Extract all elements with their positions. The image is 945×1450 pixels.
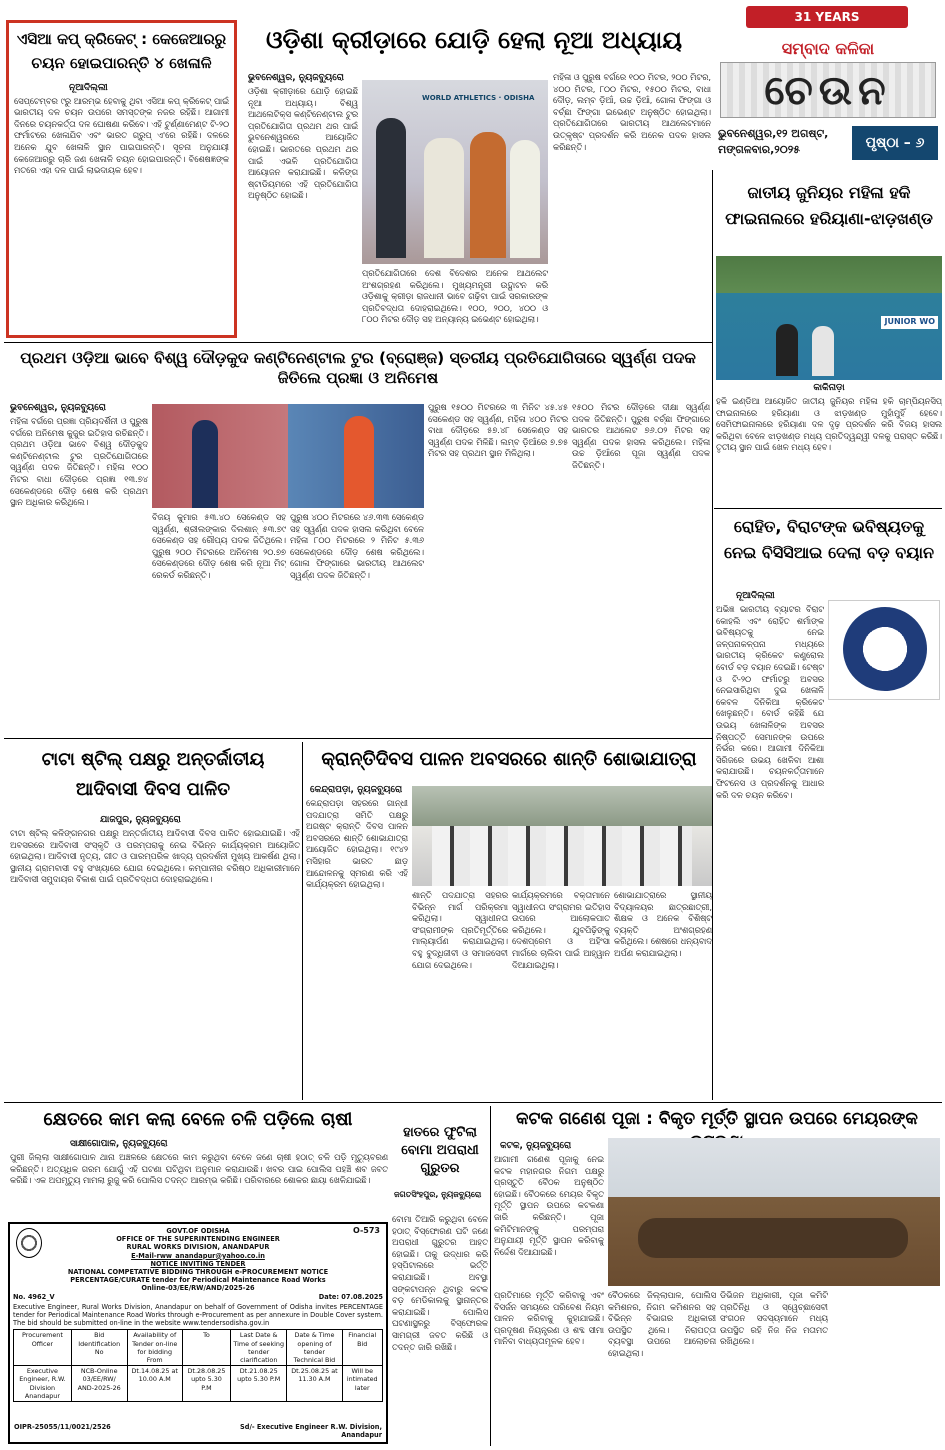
junior-hockey-headline: ଜାତୀୟ ଜୁନିୟର ମହିଳା ହକି ଫାଇନାଲରେ ହରିୟାଣା-ଝାଡ଼ଖଣ୍ଡ	[725, 183, 933, 228]
tata-steel-dateline: ଯାଜପୁର, ନ୍ୟୁଜବ୍ୟୁରୋ	[100, 815, 181, 825]
farmer-body: ପୁରୀ ଜିଲ୍ଲା ସାକ୍ଷୀଗୋପାଳ ଥାନା ଅଞ୍ଚଳରେ କ୍ଷେତରେ କାମ କରୁଥିବା ବେଳେ ଜଣେ ଚାଷୀ ହଠାତ୍ ଚଳି ପଡ଼ି ମୃତ୍ୟୁବରଣ କରିଛନ୍ତି। ଅତ୍ୟଧିକ ଗରମ ଯୋଗୁଁ ଏହି ଘଟଣା ଘଟିଥିବା ଅନୁମାନ କରାଯାଉଛି। ଖବର ପାଇ ପୋଲିସ ପହଞ୍ଚି ଶବ ଜବତ କରିଛି। ଏକ ଅପମୃତ୍ୟୁ ମାମଲା ରୁଜୁ କରି ପୋଲିସ ତଦନ୍ତ ଆରମ୍ଭ କରିଛି। ପରିବାରରେ ଶୋକର ଛାୟା ଖେଳିଯାଇଛି।	[10, 1152, 388, 1186]
farmer-dateline: ସାକ୍ଷୀଗୋପାଳ, ନ୍ୟୁଜବ୍ୟୁରୋ	[70, 1139, 168, 1149]
divider	[714, 508, 942, 509]
praggya-body-2: ବିଜୟ କୁମାର ୫୩.୪୦ ସେକେଣ୍ଡ ସହ ସ୍ୱର୍ଣ୍ଣ, ଶ୍ରୀଲଙ୍କାର ଦିଲଶାନ୍ ୫୩.୭୯ ସେକେଣ୍ଡ ସହ ରୌପ୍ୟ ପଦକ ଜିତିଥିଲେ। ପୁରୁଷ ୨୦୦ ମିଟରରେ ଅନିମେଷ ୨୦.୭୭ ସେକେଣ୍ଡରେ ଦୌଡ଼ ଶେଷ କରି ନୂଆ ମିଟ୍ ରେକର୍ଡ କରିଛନ୍ତି।	[152, 512, 286, 580]
page-label: ପୃଷ୍ଠା – ୬	[852, 126, 938, 160]
tata-steel-body: ଟାଟା ଷ୍ଟିଲ୍ କଳିଙ୍ଗନଗର ପକ୍ଷରୁ ଅନ୍ତର୍ଜାତୀୟ ଆଦିବାସୀ ଦିବସ ପାଳିତ ହୋଇଯାଇଛି। ଏହି ଅବସରରେ ଆଦିବାସୀ ସଂସ୍କୃତି ଓ ପରମ୍ପରାକୁ ନେଇ ବିଭିନ୍ନ କାର୍ଯ୍ୟକ୍ରମ ଆୟୋଜିତ ହୋଇଥିଲା। ଆଦିବାସୀ ନୃତ୍ୟ, ଗୀତ ଓ ପାରମ୍ପରିକ ଖାଦ୍ୟ ପ୍ରଦର୍ଶନୀ ମୁଖ୍ୟ ଆକର୍ଷଣ ଥିଲା। ସ୍ଥାନୀୟ ଗ୍ରାମବାସୀ ବହୁ ସଂଖ୍ୟାରେ ଯୋଗ ଦେଇଥିଲେ। କମ୍ପାନୀର ବରିଷ୍ଠ ଅଧିକାରୀମାନେ ଆଦିବାସୀ ସମୁଦାୟର ବିକାଶ ପାଇଁ ପ୍ରତିବଦ୍ଧତା ଦୋହରାଇଥିଲେ।	[10, 828, 300, 885]
years-badge: 31 YEARS	[794, 10, 860, 24]
ganesh-body-1: ଆଗାମୀ ଗଣେଶ ପୂଜାକୁ ନେଇ କଟକ ମହାନଗର ନିଗମ ପକ୍ଷରୁ ପ୍ରସ୍ତୁତି ବୈଠକ ଅନୁଷ୍ଠିତ ହୋଇଛି। ବୈଠକରେ ମେୟର ବିକୃତ ମୂର୍ତ୍ତି ସ୍ଥାପନ ଉପରେ କଟକଣା ଜାରି କରିଛନ୍ତି। ପୂଜା କମିଟିମାନଙ୍କୁ ପରମ୍ପରା ଅନୁଯାୟୀ ମୂର୍ତ୍ତି ସ୍ଥାପନ କରିବାକୁ ନିର୍ଦ୍ଦେଶ ଦିଆଯାଇଛି।	[494, 1154, 604, 1257]
tender-bid-no: Online-03/EE/RW/AND/2025-26	[141, 1284, 255, 1293]
tender-ref-line: PERCENTAGE/CURATE tender for Periodical Maintenance Road Works	[70, 1276, 326, 1285]
tender-footer-right: Sd/- Executive Engineer R.W. Division, Anandapur	[239, 1422, 382, 1439]
person-silhouette-icon	[470, 132, 506, 258]
column-divider	[490, 1106, 491, 1446]
tender-title: NOTICE INVITING TENDER	[150, 1259, 246, 1268]
rohit-virat-headline: ରୋହିତ, ବିରାଟଙ୍କ ଭବିଷ୍ୟତକୁ ନେଇ ବିସିସିଆଇ ଦେଲା ବଡ଼ ବୟାନ	[724, 517, 934, 562]
player-silhouette-icon	[812, 326, 834, 376]
years-ribbon	[746, 6, 908, 28]
bomb-headline: ହାତରେ ଫୁଟିଲା ବୋମା ଅପରାଧୀ ଗୁରୁତର	[401, 1125, 479, 1176]
photo-banner: WORLD ATHLETICS · ODISHA	[422, 94, 535, 102]
odisha-sports-headline: ଓଡ଼ିଶା କ୍ରୀଡ଼ାରେ ଯୋଡ଼ି ହେଲା ନୂଆ ଅଧ୍ୟାୟ	[265, 26, 683, 54]
table-header-cell: Procurement Officer	[14, 1330, 72, 1366]
photo-banner: JUNIOR WO	[881, 316, 938, 329]
column-divider	[712, 170, 713, 1100]
asia-cup-headline-2: ଚୟନ ହୋଇପାରନ୍ତି ୪ ଖେଳାଳି	[31, 54, 212, 73]
tender-footer-left: OIPR-25055/11/0021/2526	[14, 1422, 111, 1431]
tender-no: No. 4962_V	[13, 1292, 55, 1301]
praggya-body-1: ମହିଳା ବର୍ଗରେ ପ୍ରଜ୍ଞା ପ୍ରିୟଦର୍ଶିନୀ ଓ ପୁରୁଷ ବର୍ଗରେ ଅନିମେଷ କୁଜୁର ଇତିହାସ ରଚିଛନ୍ତି। ପ୍ରଥମ ଓଡ଼ିଆ ଭାବେ ବିଶ୍ୱ ଦୌଡ଼କୁଦ କଣ୍ଟିନେଣ୍ଟାଲ ଟୁର ପ୍ରତିଯୋଗିତାରେ ସ୍ୱର୍ଣ୍ଣ ପଦକ ଜିତିଛନ୍ତି। ମହିଳା ୧୦୦ ମିଟର ବାଧା ଦୌଡ଼ରେ ପ୍ରଜ୍ଞା ୧୩.୭୪ ସେକେଣ୍ଡରେ ଦୌଡ଼ ଶେଷ କରି ପ୍ରଥମ ସ୍ଥାନ ଅଧିକାର କରିଥିଲେ।	[10, 416, 148, 508]
kranti-divas-dateline: କେନ୍ଦ୍ରାପଡ଼ା, ନ୍ୟୁଜବ୍ୟୁରୋ	[310, 785, 403, 795]
tender-notice	[8, 1222, 388, 1444]
crowd-silhouette-icon	[432, 826, 692, 886]
athlete-silhouette-icon	[192, 420, 218, 508]
junior-hockey-body: ହକି ଇଣ୍ଡିଆ ଆୟୋଜିତ ଜାତୀୟ ଜୁନିୟର ମହିଳା ହକି ଚାମ୍ପିୟନସିପ୍ ଫାଇନାଲରେ ହରିୟାଣା ଓ ଝାଡ଼ଖଣ୍ଡ ମୁହାଁମୁହିଁ ହେବେ। ସେମିଫାଇନାଲରେ ହରିୟାଣା ଦଳ ଦୃଢ଼ ପ୍ରଦର୍ଶନ କରି ବିଜୟ ହାସଲ କରିଥିବା ବେଳେ ଝାଡ଼ଖଣ୍ଡ ମଧ୍ୟ ପ୍ରତିଦ୍ୱନ୍ଦ୍ୱୀ ଦଳକୁ ପରାସ୍ତ କରିଛି। ତୃତୀୟ ସ୍ଥାନ ପାଇଁ ଖେଳ ମଧ୍ୟ ହେବ।	[716, 396, 942, 453]
table-row	[14, 1366, 383, 1402]
tata-steel-headline-2: ଆଦିବାସୀ ଦିବସ ପାଳିତ	[75, 779, 231, 800]
table-cell: Executive Engineer, R.W. Division Anandapur	[14, 1366, 72, 1402]
asia-cup-story	[6, 20, 237, 338]
ganesh-dateline: କଟକ, ନ୍ୟୁଜବ୍ୟୁରୋ	[500, 1141, 572, 1151]
junior-hockey-caption: କାକିନାଡ଼ା	[813, 383, 845, 393]
kranti-divas-body-4: ଶୋଭାଯାତ୍ରାରେ ସ୍ଥାନୀୟ ବିଦ୍ୟାଳୟର ଛାତ୍ରଛାତ୍ରୀ, ଶିକ୍ଷକ ଓ ଅନେକ ବିଶିଷ୍ଟ ବ୍ୟକ୍ତି ଅଂଶଗ୍ରହଣ କରିଥିଲେ। ଶେଷରେ ଧନ୍ୟବାଦ ଅର୍ପଣ କରାଯାଇଥିଲା।	[614, 890, 712, 958]
divider	[4, 1102, 942, 1103]
person-silhouette-icon	[424, 138, 464, 258]
kranti-divas-photo	[412, 786, 712, 886]
meeting-table-icon	[638, 1218, 908, 1258]
praggya-headline: ପ୍ରଥମ ଓଡ଼ିଆ ଭାବେ ବିଶ୍ୱ ଦୌଡ଼କୁଦ କଣ୍ଟିନେଣ୍ଟାଲ ଟୁର (ବ୍ରୋଞ୍ଜ) ସ୍ତରୀୟ ପ୍ରତିଯୋଗିତାରେ ସ୍ୱର୍ଣ୍ଣ ପଦକ ଜିତିଲେ ପ୍ରଜ୍ଞା ଓ ଅନିମେଷ	[20, 349, 696, 387]
farmer-headline: କ୍ଷେତରେ କାମ କଲା ବେଳେ ଚଳି ପଡ଼ିଲେ ଚାଷୀ	[43, 1109, 353, 1130]
ganesh-body-4: ଡିଭିଜନ ଅଧିକାରୀ, ପୂଜା କମିଟି ପ୍ରତିନିଧି ଓ ସ୍ୱେଚ୍ଛାସେବୀ ସଂଗଠନ ସଦସ୍ୟମାନେ ମଧ୍ୟ ଉପସ୍ଥିତ ରହି ନିଜ ନିଜ ମତାମତ ରଖିଥିଲେ।	[720, 1290, 828, 1347]
tender-table	[13, 1329, 383, 1402]
ganesh-body-3: ବୈଠକରେ ଜିଲ୍ଲାପାଳ, ପୋଲିସ କମିଶନର, ନିଗମ କମିଶନର ସହ ବିଭିନ୍ନ ବିଭାଗର ଅଧିକାରୀ ଉପସ୍ଥିତ ଥିଲେ। ନିରାପତ୍ତା ବ୍ୟବସ୍ଥା ଉପରେ ଆଲୋଚନା ହୋଇଥିଲା।	[608, 1290, 716, 1358]
asia-cup-body: ସେପ୍ଟେମ୍ବର ୯ରୁ ଆରମ୍ଭ ହେବାକୁ ଥିବା ଏସିଆ କପ୍ କ୍ରିକେଟ୍ ପାଇଁ ଭାରତୀୟ ଦଳ ଚୟନ ଉପରେ ସମସ୍ତଙ୍କ ନଜର ରହିଛି। ଆଗାମୀ ଦିନରେ ଚୟନକର୍ତ୍ତା ଦଳ ଘୋଷଣା କରିବେ। ଏହି ଟୁର୍ଣ୍ଣାମେଣ୍ଟ ଟି-୨୦ ଫର୍ମାଟରେ ଖେଳାଯିବ ଏବଂ ଭାରତ ଗ୍ରୁପ୍ ଏ'ରେ ରହିଛି। ଦଳରେ ଅନେକ ଯୁବ ଖେଳାଳି ସ୍ଥାନ ପାଇପାରନ୍ତି। ସୂଚନା ଅନୁଯାୟୀ କେଜେଆରରୁ ଚାରି ଜଣ ଖେଳାଳି ଚୟନ ହୋଇପାରନ୍ତି। ବିଶେଷଜ୍ଞଙ୍କ ମତରେ ଏହା ଦଳ ପାଇଁ ଲାଭଦାୟକ ହେବ।	[14, 95, 229, 176]
rohit-virat-body: ଅଭିଜ୍ଞ ଭାରତୀୟ ବ୍ୟାଟର ବିରାଟ କୋହଲି ଏବଂ ରୋହିତ ଶର୍ମାଙ୍କ ଭବିଷ୍ୟତକୁ ନେଇ ଜଳ୍ପନାକଳ୍ପନା ମଧ୍ୟରେ ଭାରତୀୟ କ୍ରିକେଟ କଣ୍ଟ୍ରୋଲ ବୋର୍ଡ ବଡ଼ ବୟାନ ଦେଇଛି। ଟେଷ୍ଟ ଓ ଟି-୨୦ ଫର୍ମାଟରୁ ଅବସର ନେଇସାରିଥିବା ଦୁଇ ଖେଳାଳି କେବଳ ଦିନିକିଆ କ୍ରିକେଟ ଖେଳୁଛନ୍ତି। ବୋର୍ଡ କହିଛି ଯେ ଉଭୟ ଖେଳାଳିଙ୍କ ଅବସର ନିଷ୍ପତ୍ତି ସେମାନଙ୍କ ଉପରେ ନିର୍ଭର କରେ। ଆଗାମୀ ଦିନିକିଆ ସିରିଜରେ ଉଭୟ ଖେଳିବା ଆଶା କରାଯାଉଛି। ଚୟନକର୍ତ୍ତାମାନେ ଫିଟନେସ ଓ ପ୍ରଦର୍ଶନକୁ ଆଧାର କରି ଦଳ ଚୟନ କରିବେ।	[716, 604, 824, 800]
athlete-silhouette-icon	[344, 416, 374, 508]
kranti-divas-body-2: ଶାନ୍ତି ପଦଯାତ୍ରା ସହରର ବିଭିନ୍ନ ମାର୍ଗ ପରିକ୍ରମା କରିଥିଲା। ସ୍ୱାଧୀନତା ସଂଗ୍ରାମୀଙ୍କ ପ୍ରତିମୂର୍ତ୍ତିରେ ମାଲ୍ୟାର୍ପଣ କରାଯାଇଥିଲା। ବହୁ ବୁଦ୍ଧିଜୀବୀ ଓ ସମାଜସେବୀ ଯୋଗ ଦେଇଥିଲେ।	[412, 890, 508, 970]
tender-notice-id: O-573	[353, 1226, 380, 1235]
table-header-row	[14, 1330, 383, 1366]
tender-subtitle: NATIONAL COMPETATIVE BIDDING THROUGH e-PROCUREMENT NOTICE	[67, 1268, 329, 1277]
table-cell: Dt.25.08.25 at 11.30 A.M	[287, 1366, 342, 1402]
bcci-logo-icon	[828, 600, 940, 700]
ganesh-photo	[608, 1138, 940, 1286]
table-header-cell: Financial Bid	[342, 1330, 383, 1366]
table-cell: NCB-Online 03/EE/RW/ AND-2025-26	[71, 1366, 127, 1402]
tata-steel-headline-1: ଟାଟା ଷ୍ଟିଲ୍ ପକ୍ଷରୁ ଅନ୍ତର୍ଜାତୀୟ	[41, 749, 265, 770]
issue-date: ଭୁବନେଶ୍ୱର,୧୨ ଅଗଷ୍ଟ, ମଙ୍ଗଳବାର,୨୦୨୫	[718, 127, 829, 156]
section-title: ଚେଉନ	[720, 62, 936, 118]
tender-email[interactable]: E-Mail-rww_anandapur@yahoo.co.in	[131, 1251, 265, 1260]
divider	[4, 738, 712, 739]
tender-intro: Executive Engineer, Rural Works Division, Anandapur on behalf of Government of Odisha invites PERCENTAGE tender for Periodical Maintenance Road Works through e-Procurement as per annexure in Double Cover system. The bid should be submitted on-line in the website www.tendersodisha.gov.in	[13, 1302, 383, 1328]
column-divider	[302, 742, 303, 1100]
bomb-dateline: ଜଗତସିଂହପୁର, ନ୍ୟୁଜବ୍ୟୁରୋ	[394, 1190, 482, 1199]
rohit-virat-body-cont	[828, 704, 940, 1094]
table-header-cell: To	[182, 1330, 230, 1366]
person-silhouette-icon	[376, 118, 406, 258]
rohit-virat-body-lower	[716, 888, 824, 1094]
kranti-divas-body-1: କେନ୍ଦ୍ରାପଡ଼ା ସହରରେ ଗାନ୍ଧୀ ପଦଯାତ୍ରା ସମିତି ପକ୍ଷରୁ ଅଗଷ୍ଟ କ୍ରାନ୍ତି ଦିବସ ପାଳନ ଅବସରରେ ଶାନ୍ତି ଶୋଭାଯାତ୍ରା ଆୟୋଜିତ ହୋଇଥିଲା। ୧୯୪୨ ମସିହାର ଭାରତ ଛାଡ଼ ଆନ୍ଦୋଳନକୁ ସ୍ମରଣ କରି ଏହି କାର୍ଯ୍ୟକ୍ରମ ହୋଇଥିଲା।	[306, 798, 408, 890]
odisha-emblem-icon	[16, 1228, 42, 1258]
table-cell: Dt.14.08.25 at 10.00 A.M	[127, 1366, 182, 1402]
table-cell: Dt.28.08.25 upto 5.30 P.M	[182, 1366, 230, 1402]
table-cell: Dt.21.08.25 upto 5.30 P.M	[231, 1366, 287, 1402]
praggya-body-3: ପୁରୁଷ ୪୦୦ ମିଟରରେ ୪୬.୩୩ ସେକେଣ୍ଡ ସହ ସ୍ୱର୍ଣ୍ଣ ପଦକ ହାସଲ କରିଥିବା ବେଳେ ମହିଳା ୮୦୦ ମିଟରରେ ୨ ମିନିଟ ୫.୩୬ ସେକେଣ୍ଡରେ ଦୌଡ଼ ଶେଷ କରିଥିଲେ। ଗୋଳା ଫିଙ୍ଗାରେ ଭାରତୀୟ ଆଥଲେଟ ସ୍ୱର୍ଣ୍ଣ ପଦକ ଜିତିଛନ୍ତି।	[290, 512, 424, 580]
odisha-sports-body-right: ମହିଳା ଓ ପୁରୁଷ ବର୍ଗରେ ୧୦୦ ମିଟର, ୨୦୦ ମିଟର, ୪୦୦ ମିଟର, ୮୦୦ ମିଟର, ୧୫୦୦ ମିଟର, ବାଧା ଦୌଡ଼, ଲମ୍ବ ଡ଼ିଆଁ, ଉଚ୍ଚ ଡ଼ିଆଁ, ଗୋଳା ଫିଙ୍ଗା ଓ ବର୍ଚ୍ଛା ଫିଙ୍ଗା ଇଭେଣ୍ଟ ଅନୁଷ୍ଠିତ ହୋଇଥିଲା। ପ୍ରତିଯୋଗିତାରେ ଭାରତୀୟ ଆଥଲେଟମାନେ ଉତ୍କୃଷ୍ଟ ପ୍ରଦର୍ଶନ କରି ଅନେକ ପଦକ ହାସଲ କରିଛନ୍ତି।	[553, 72, 711, 152]
table-header-cell: Last Date & Time of seeking tender clarification	[231, 1330, 287, 1366]
table-header-cell: Date & Time opening of tender Technical Bid	[287, 1330, 342, 1366]
ganesh-body-5	[832, 1290, 940, 1444]
praggya-photo	[152, 404, 424, 508]
table-header-cell: Bid Identification No	[71, 1330, 127, 1366]
asia-cup-dateline: ନୂଆଦିଲ୍ଲୀ	[69, 82, 108, 93]
ganesh-body-2: ପ୍ରତିମାରେ ମୂର୍ତ୍ତି କରିବାକୁ ଏବଂ ବିସର୍ଜନ ସମୟରେ ପରିବେଶ ନିୟମ ପାଳନ କରିବାକୁ କୁହାଯାଇଛି। ପ୍ରଦୂଷଣ ନିୟନ୍ତ୍ରଣ ଓ ଶବ୍ଦ ସୀମା ମାନିବା ବାଧ୍ୟତାମୂଳକ ହେବ।	[494, 1290, 604, 1347]
rohit-virat-dateline: ନୂଆଦିଲ୍ଲୀ	[736, 591, 775, 601]
asia-cup-headline-1: ଏସିଆ କପ୍ କ୍ରିକେଟ୍ : କେଜେଆରରୁ	[16, 30, 227, 48]
odisha-sports-body-mid: ପ୍ରତିଯୋଗିତାରେ ଦେଶ ବିଦେଶର ଅନେକ ଆଥଲେଟ ଅଂଶଗ୍ରହଣ କରିଥିଲେ। ମୁଖ୍ୟମନ୍ତ୍ରୀ ଉଦ୍ଘାଟନ କରି ଓଡ଼ିଶାକୁ କ୍ରୀଡ଼ା ରାଜଧାନୀ ଭାବେ ଗଢ଼ିବା ପାଇଁ ସରକାରଙ୍କ ପ୍ରତିବଦ୍ଧତା ଦୋହରାଇଥିଲେ। ୧୦୦, ୨୦୦, ୪୦୦ ଓ ୮୦୦ ମିଟର ଦୌଡ଼ ସହ ଅନ୍ୟାନ୍ୟ ଇଭେଣ୍ଟ ହୋଇଥିଲା।	[362, 268, 548, 325]
paper-name: ସମ୍ବାଦ କଳିକା	[781, 39, 875, 58]
praggya-body-4: ପୁରୁଷ ୧୫୦୦ ମିଟରରେ ୩ ମିନିଟ ୪୫.୪୫ ସେକେଣ୍ଡ ସହ ସ୍ୱର୍ଣ୍ଣ, ମହିଳା ୪୦୦ ମିଟର ବାଧା ଦୌଡ଼ରେ ୫୭.୪୮ ସେକେଣ୍ଡ ସହ ସ୍ୱର୍ଣ୍ଣ ପଦକ ମିଳିଛି। ଲମ୍ବ ଡ଼ିଆଁରେ ୭.୭୫ ମିଟର ସହ ପ୍ରଥମ ସ୍ଥାନ ମିଳିଥିଲା।	[428, 402, 568, 459]
tender-division: RURAL WORKS DIVISION, ANANDAPUR	[126, 1243, 270, 1252]
tender-govt: GOVT.OF ODISHA	[166, 1227, 230, 1235]
praggya-dateline: ଭୁବନେଶ୍ୱର, ନ୍ୟୁଜବ୍ୟୁରୋ	[10, 403, 106, 413]
tender-office: OFFICE OF THE SUPERINTENDING ENGINEER	[116, 1235, 280, 1244]
table-header-cell: Availability of Tender on-line for bidding From	[127, 1330, 182, 1366]
table-cell: Will be intimated later	[342, 1366, 383, 1402]
junior-hockey-photo	[716, 256, 942, 380]
player-silhouette-icon	[776, 324, 798, 376]
odisha-sports-dateline: ଭୁବନେଶ୍ୱର, ନ୍ୟୁଜବ୍ୟୁରୋ	[248, 73, 344, 83]
person-silhouette-icon	[510, 140, 540, 258]
tender-date: Date: 07.08.2025	[318, 1292, 383, 1301]
masthead	[716, 6, 940, 166]
kranti-divas-headline: କ୍ରାନ୍ତିଦିବସ ପାଳନ ଅବସରରେ ଶାନ୍ତି ଶୋଭାଯାତ୍ରା	[321, 749, 697, 770]
bomb-body: ବୋମା ତିଆରି କରୁଥିବା ବେଳେ ହଠାତ୍ ବିସ୍ଫୋରଣ ଘଟି ଜଣେ ଅପରାଧୀ ଗୁରୁତର ଆହତ ହୋଇଛି। ତାକୁ ଉଦ୍ଧାର କରି ହସ୍ପିଟାଲରେ ଭର୍ତ୍ତି କରାଯାଇଛି। ଅବସ୍ଥା ସଙ୍କଟାପନ୍ନ ଥିବାରୁ କଟକ ବଡ଼ ମେଡିକାଲକୁ ସ୍ଥାନାନ୍ତର କରାଯାଇଛି। ପୋଲିସ ଘଟଣାସ୍ଥଳରୁ ବିସ୍ଫୋରକ ସାମଗ୍ରୀ ଜବତ କରିଛି ଓ ତଦନ୍ତ ଜାରି ରଖିଛି।	[392, 1214, 488, 1352]
odisha-sports-body-left: ଓଡ଼ିଶା କ୍ରୀଡ଼ାରେ ଯୋଡ଼ି ହୋଇଛି ନୂଆ ଅଧ୍ୟାୟ। ବିଶ୍ୱ ଆଥଲେଟିକ୍ସ କଣ୍ଟିନେଣ୍ଟାଲ ଟୁର ପ୍ରତିଯୋଗିତା ପ୍ରଥମ ଥର ପାଇଁ ଭୁବନେଶ୍ୱରରେ ଆୟୋଜିତ ହୋଇଛି। ଭାରତରେ ପ୍ରଥମ ଥର ପାଇଁ ଏଭଳି ପ୍ରତିଯୋଗିତା ଆୟୋଜନ କରାଯାଇଛି। କଳିଙ୍ଗ ଷ୍ଟାଡିୟମରେ ଏହି ପ୍ରତିଯୋଗିତା ଅନୁଷ୍ଠିତ ହୋଇଛି।	[248, 86, 358, 201]
divider	[4, 342, 712, 343]
odisha-sports-photo	[362, 80, 548, 264]
kranti-divas-body-3: କାର୍ଯ୍ୟକ୍ରମରେ ବକ୍ତାମାନେ ସ୍ୱାଧୀନତା ସଂଗ୍ରାମର ଇତିହାସ ଉପରେ ଆଲୋକପାତ କରିଥିଲେ। ଯୁବପିଢ଼ିଙ୍କୁ ଦେଶପ୍ରେମ ଓ ଅହିଂସା ମାର୍ଗରେ ଚାଲିବା ପାଇଁ ଆହ୍ୱାନ ଦିଆଯାଇଥିଲା।	[512, 890, 610, 970]
praggya-body-5: ୧୫୦୦ ମିଟର ଦୌଡ଼ରେ ଦୀକ୍ଷା ସ୍ୱର୍ଣ୍ଣ ପଦକ ଜିତିଛନ୍ତି। ପୁରୁଷ ବର୍ଚ୍ଛା ଫିଙ୍ଗାରେ ଭାରତର ଆଥଲେଟ ୭୬.୦୨ ମିଟର ସହ ସ୍ୱର୍ଣ୍ଣ ପଦକ ହାସଲ କରିଥିଲେ। ମହିଳା ଉଚ୍ଚ ଡ଼ିଆଁରେ ପୂଜା ସ୍ୱର୍ଣ୍ଣ ପଦକ ଜିତିଛନ୍ତି।	[572, 402, 710, 470]
ganesh-headline: କଟକ ଗଣେଶ ପୂଜା : ବିକୃତ ମୂର୍ତ୍ତି ସ୍ଥାପନ ଉପରେ ମେୟରଙ୍କ	[516, 1109, 918, 1129]
